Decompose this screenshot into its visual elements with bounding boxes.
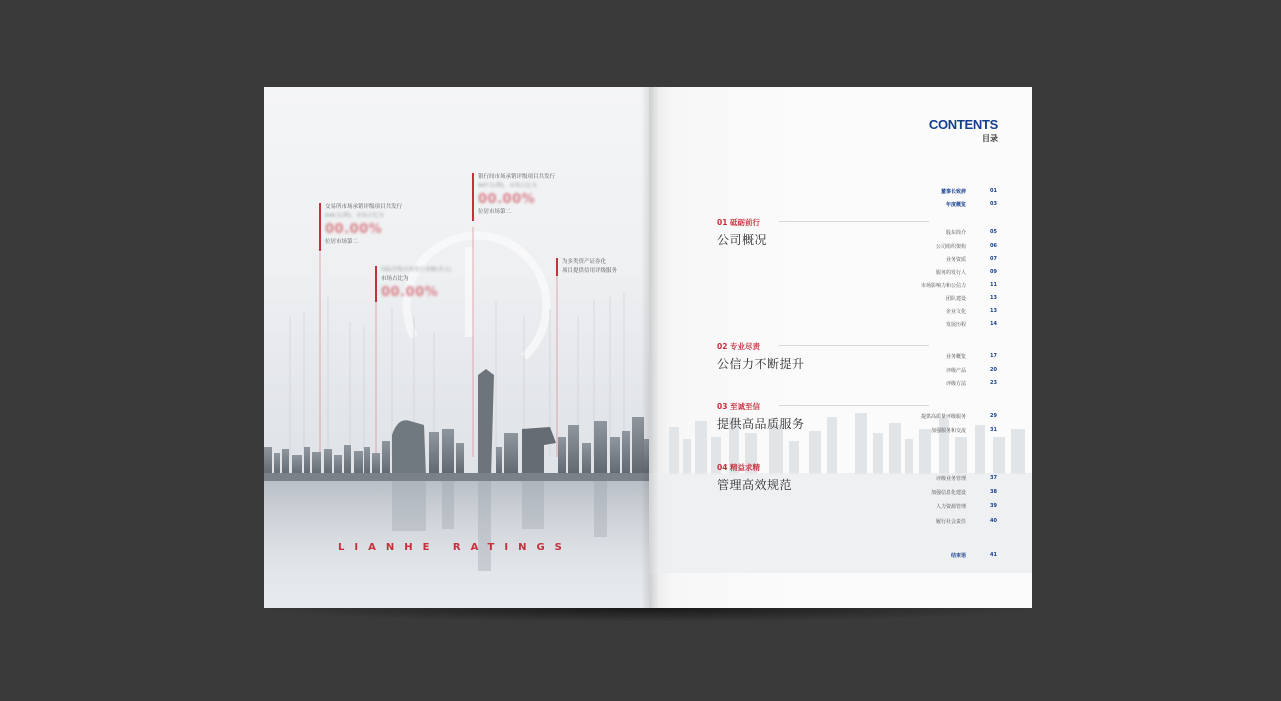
toc-entry-page: 31: [990, 427, 997, 433]
toc-entry[interactable]: [649, 351, 1032, 361]
callout-percentage: 00.00%: [325, 222, 383, 237]
toc-entry-title: 业务资质: [945, 256, 966, 263]
callout-abs-service: [556, 258, 617, 276]
callout-line: 国际评级市场发行金额(美元): [381, 267, 452, 273]
callout-exchange-market: [319, 203, 402, 251]
toc-entry-title: 董事长致辞: [940, 188, 966, 195]
section-title: 公信力不断提升: [717, 357, 805, 371]
callout-percentage: 00.00%: [478, 192, 536, 207]
right-page: [649, 87, 1032, 608]
toc-entry-title: 团队建设: [945, 295, 966, 302]
toc-entry-title: 股东简介: [945, 229, 966, 236]
callout-interbank-market: [472, 173, 555, 221]
section-title: 管理高效规范: [717, 478, 793, 492]
toc-entry[interactable]: [649, 241, 1032, 251]
toc-entry[interactable]: [649, 378, 1032, 388]
toc-entry-page: 23: [990, 380, 997, 386]
toc-entry-page: 17: [990, 353, 997, 359]
callout-line: 646支(期)，市场占比为: [325, 213, 384, 219]
callout-bar: [375, 266, 377, 302]
toc-entry-page: 11: [990, 282, 997, 288]
toc-entry-page: 05: [990, 229, 997, 235]
toc-entry[interactable]: [649, 199, 1032, 209]
toc-entry[interactable]: [649, 254, 1032, 264]
toc-entry[interactable]: [649, 227, 1032, 237]
toc-entry[interactable]: [649, 411, 1032, 421]
toc-entry[interactable]: [649, 365, 1032, 375]
toc-entry-title: 评级产品: [945, 367, 966, 374]
toc-entry-page: 40: [990, 518, 997, 524]
section-divider: [779, 221, 929, 222]
section-divider: [779, 345, 929, 346]
toc-entry-title: 人力资源管理: [935, 503, 966, 510]
callout-international-market: [375, 266, 451, 302]
callout-bar: [319, 203, 321, 251]
callout-bar: [556, 258, 558, 276]
section-number: 04 精益求精: [717, 463, 761, 472]
toc-entry[interactable]: [649, 425, 1032, 435]
toc-entry-title: 评级业务管理: [935, 475, 966, 482]
section-title: 提供高品质服务: [717, 417, 805, 431]
toc-entry-title: 结束语: [950, 552, 966, 559]
toc-entry-closing[interactable]: [649, 550, 1032, 560]
contents-title-en: CONTENTS: [928, 117, 998, 132]
cityscape-illustration: [264, 87, 649, 608]
toc-entry[interactable]: [649, 280, 1032, 290]
toc-entry-page: 41: [990, 552, 997, 558]
toc-entry-title: 公司组织架构: [935, 243, 966, 250]
toc-entry-title: 加强服务和交流: [930, 427, 966, 434]
toc-entry-title: 提供高质量评级服务: [920, 413, 966, 420]
toc-entry-page: 07: [990, 256, 997, 262]
toc-entry-title: 业务概览: [945, 353, 966, 360]
toc-entry-page: 39: [990, 503, 997, 509]
callout-line: 847支(期)，市场占比为: [478, 183, 537, 189]
callout-line: 位居市场第二: [325, 239, 359, 245]
toc-entry-page: 01: [990, 188, 997, 194]
contents-header: [929, 117, 998, 144]
callout-line: 位居市场第二: [478, 209, 512, 215]
toc-entry-title: 服务的发行人: [935, 269, 966, 276]
callout-line: 交易所市场承销评级项目共发行: [325, 204, 403, 210]
toc-entry-title: 加强信息化建设: [930, 489, 966, 496]
left-page: [264, 87, 649, 608]
toc-entry[interactable]: [649, 293, 1032, 303]
toc-entry-page: 14: [990, 321, 997, 327]
toc-entry-page: 03: [990, 201, 997, 207]
toc-entry[interactable]: [649, 501, 1032, 511]
toc-entry-page: 20: [990, 367, 997, 373]
toc-entry-title: 履行社会责任: [935, 518, 966, 525]
toc-entry-page: 09: [990, 269, 997, 275]
section-title: 公司概况: [717, 233, 768, 247]
contents-title-cn: 目录: [982, 134, 998, 143]
toc-entry[interactable]: [649, 487, 1032, 497]
section-number: 01 砥砺前行: [717, 218, 761, 227]
toc-entry-page: 06: [990, 243, 997, 249]
toc-entry[interactable]: [649, 186, 1032, 196]
toc-entry-title: 评级方法: [945, 380, 966, 387]
toc-entry-page: 38: [990, 489, 997, 495]
callout-line: 市场占比为: [381, 276, 409, 282]
toc-entry[interactable]: [649, 267, 1032, 277]
section-number: 02 专业尽责: [717, 342, 761, 351]
callout-line: 项目提供信用评级服务: [562, 268, 618, 274]
toc-entry-title: 发展历程: [945, 321, 966, 328]
toc-entry[interactable]: [649, 516, 1032, 526]
callout-line: 为多类资产证券化: [562, 259, 607, 265]
callout-line: 银行间市场承销评级项目共发行: [478, 174, 556, 180]
toc-entry-title: 市场影响力和公信力: [920, 282, 966, 289]
toc-entry[interactable]: [649, 319, 1032, 329]
section-number: 03 至诚至信: [717, 402, 761, 411]
toc-entry-title: 企业文化: [945, 308, 966, 315]
callout-percentage: 00.00%: [381, 285, 439, 300]
toc-entry[interactable]: [649, 306, 1032, 316]
brand-wordmark: LIANHE RATINGS: [338, 542, 572, 553]
toc-entry-page: 13: [990, 308, 997, 314]
toc-entry-title: 年度概览: [945, 201, 966, 208]
callout-bar: [472, 173, 474, 221]
toc-entry-page: 37: [990, 475, 997, 481]
section-divider: [779, 405, 929, 406]
toc-entry[interactable]: [649, 473, 1032, 483]
toc-entry-page: 13: [990, 295, 997, 301]
toc-entry-page: 29: [990, 413, 997, 419]
faded-skyline-background: [649, 87, 1032, 608]
